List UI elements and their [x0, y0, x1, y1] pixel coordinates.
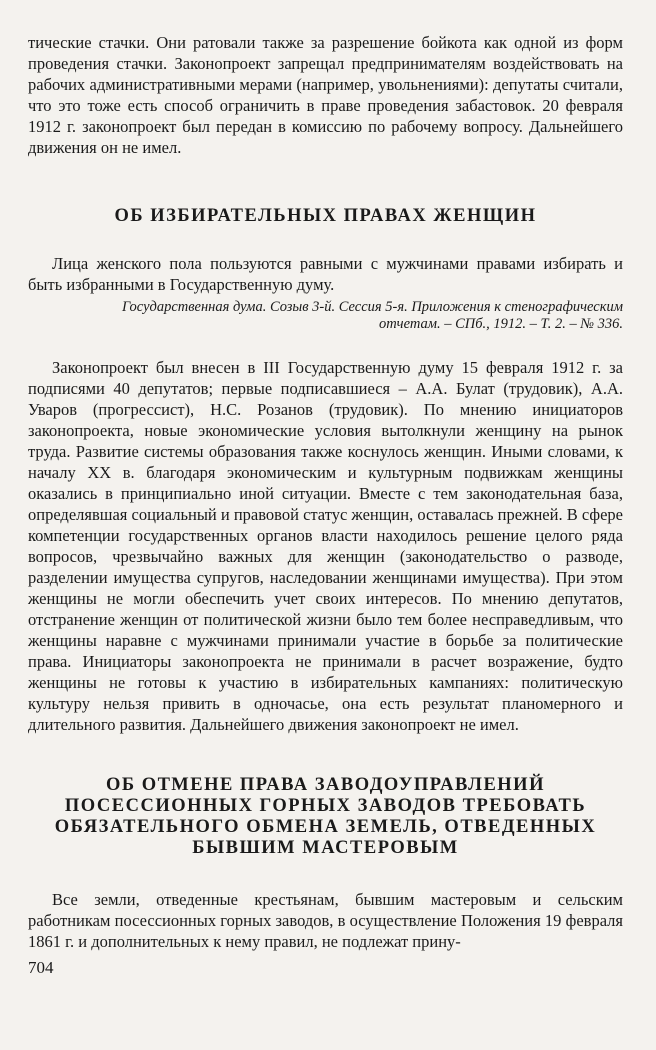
section-heading-womens-rights: ОБ ИЗБИРАТЕЛЬНЫХ ПРАВАХ ЖЕНЩИН — [114, 206, 537, 226]
page-content — [28, 32, 623, 952]
section-citation — [28, 299, 623, 333]
heading-line-1: ОБ ОТМЕНЕ ПРАВА ЗАВОДОУПРАВЛЕНИЙ — [106, 775, 545, 795]
section-quote-possession-plants: Все земли, отведенные крестьянам, бывшим мастеровым и сельским работникам посессионных горных заводов, в осуществление Положения 19 февраля 1861 г. и дополнительных к нему правил, не подлежат прину- — [28, 890, 623, 951]
citation-line-2: отчетам. – СПб., 1912. – Т. 2. – № 336. — [378, 316, 623, 332]
section-quote-womens-rights: Лица женского пола пользуются равными с мужчинами правами избирать и быть избранными в Государственную думу. — [28, 254, 623, 294]
citation-line-1: Государственная дума. Созыв 3-й. Сессия 5-я. Приложения к стенографическим — [122, 299, 623, 315]
heading-line-2: ПОСЕССИОННЫХ ГОРНЫХ ЗАВОДОВ ТРЕБОВАТЬ — [64, 796, 587, 816]
section-body-womens-rights: Законопроект был внесен в III Государственную думу 15 февраля 1912 г. за подписями 40 депутатов; первые подписавшиеся – А.А. Булат (трудовик), А.А. Уваров (прогрессист), Н.С. Розанов (трудовик). По мнению инициаторов законопроекта, новые экономические условия вытолкнули женщину на рынок труда. Развитие системы образования также коснулось женщин. Иными словами, к началу XX в. благодаря экономическим и культурным подвижкам женщины оказались в принципиально иной ситуации. Вместе с тем законодательная база, определявшая социальный и правовой статус женщин, оставалась прежней. В сфере компетенции государственных органов власти находилось решение целого ряда вопросов, чрезвычайно важных для женщин (законодательство о разводе, разделении имущества супругов, наследовании женщинами имущества). При этом женщины не могли обеспечить учет своих интересов. По мнению депутатов, отстранение женщин от политической жизни было тем более несправедливым, что женщины наравне с мужчинами принимали участие в борьбе за политические права. Инициаторы законопроекта не принимали в расчет возражение, будто женщины не готовы к участию в избирательных кампаниях: политическую культуру нельзя привить в одночасье, она есть результат планомерного и длительного развития. Дальнейшего движения законопроект не имел. — [28, 358, 623, 734]
heading-line-3: ОБЯЗАТЕЛЬНОГО ОБМЕНА ЗЕМЕЛЬ, ОТВЕДЕННЫХ — [54, 817, 597, 837]
top-paragraph: тические стачки. Они ратовали также за разрешение бойкота как одной из форм проведения стачки. Законопроект запрещал предпринимателям воздействовать на рабочих административными мерами (например, увольнениями): депутаты считали, что это тоже есть способ ограничить в праве проведения забастовок. 20 февраля 1912 г. законопроект был передан в комиссию по рабочему вопросу. Дальнейшего движения он не имел. — [28, 33, 623, 157]
page-number: 704 — [28, 958, 54, 977]
section-heading-possession-plants — [28, 775, 623, 859]
heading-line-4: БЫВШИМ МАСТЕРОВЫМ — [192, 838, 459, 858]
